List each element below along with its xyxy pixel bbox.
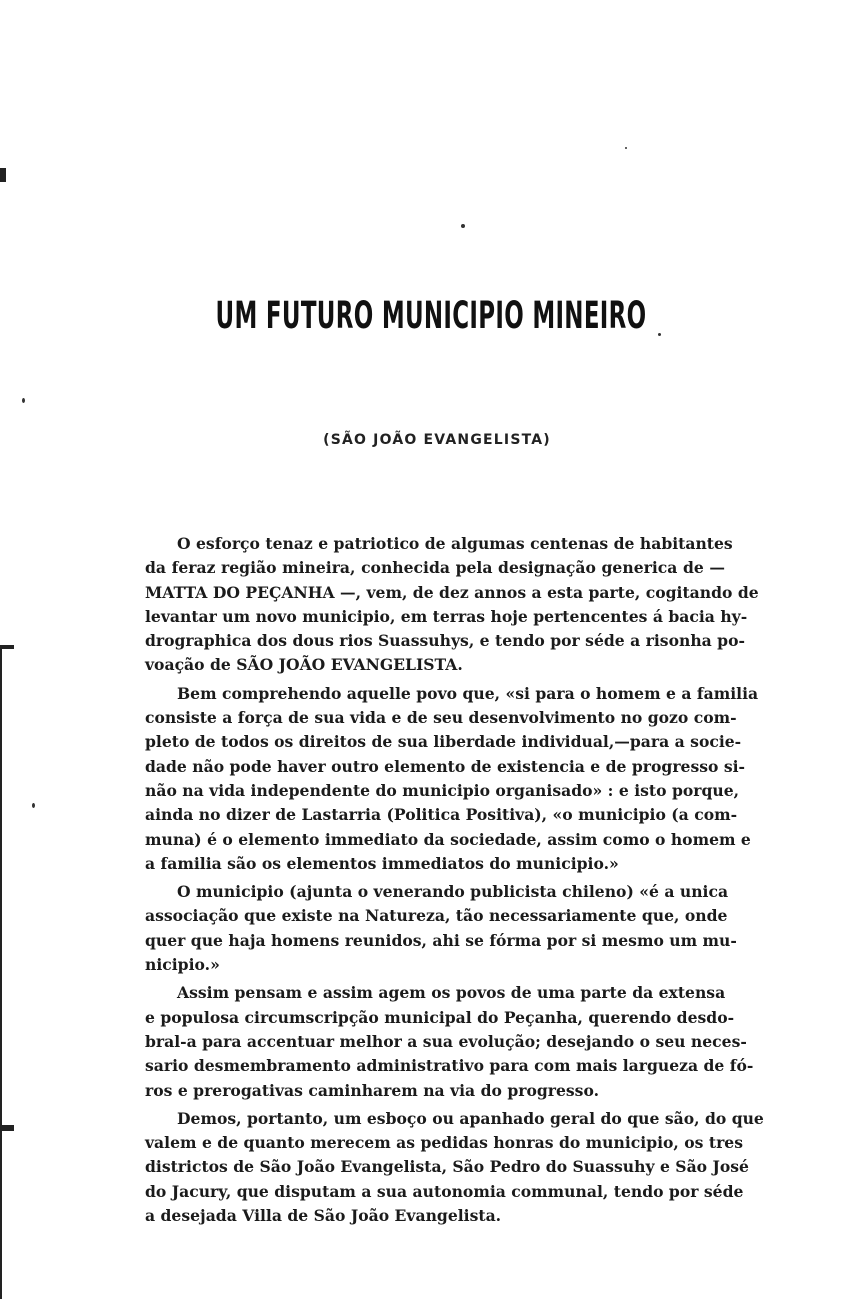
- paragraph: [145, 880, 737, 977]
- paragraph: [145, 532, 759, 678]
- paragraph: [145, 1107, 764, 1228]
- scan-edge-mark: [0, 649, 2, 1129]
- text-line: sario desmembramento administrativo para com mais largueza de fó-: [145, 1056, 754, 1076]
- text-line: ainda no dizer de Lastarria (Politica Positiva), «o municipio (a com-: [145, 805, 738, 825]
- text-line: não na vida independente do municipio organisado» : e isto porque,: [145, 780, 740, 800]
- text-line: a familia são os elementos immediatos do municipio.»: [145, 853, 619, 873]
- text-line: Bem comprehendo aquelle povo que, «si para o homem e a familia: [177, 683, 759, 703]
- page-title: UM FUTURO MUNICIPIO MINEIRO: [215, 294, 647, 337]
- scan-edge-mark: [0, 1125, 14, 1131]
- text-line: O esforço tenaz e patriotico de algumas centenas de habitantes: [177, 534, 733, 553]
- text-line: muna) é o elemento immediato da sociedade, assim como o homem e: [145, 829, 751, 849]
- text-line: do Jacury, que disputam a sua autonomia communal, tendo por séde: [145, 1181, 744, 1201]
- text-line: O municipio (ajunta o venerando publicista chileno) «é a unica: [177, 882, 729, 902]
- text-line: levantar um novo municipio, em terras hoje pertencentes á bacia hy-: [145, 606, 748, 626]
- text-line: Demos, portanto, um esboço ou apanhado geral do que são, do que: [177, 1108, 764, 1128]
- text-line: quer que haja homens reunidos, ahi se fórma por si mesmo um mu-: [145, 930, 737, 950]
- text-line: pleto de todos os direitos de sua liberdade individual,—para a socie-: [145, 732, 742, 752]
- article-body: [145, 532, 764, 1228]
- text-line: da feraz região mineira, conhecida pela designação generica de —: [145, 558, 725, 578]
- paragraph: [145, 981, 754, 1102]
- text-line: districtos de São João Evangelista, São Pedro do Suassuhy e São José: [145, 1157, 749, 1177]
- text-line: a desejada Villa de São João Evangelista.: [145, 1206, 502, 1226]
- text-line: valem e de quanto merecem as pedidas honras do municipio, os tres: [145, 1133, 744, 1153]
- text-line: drographica dos dous rios Suassuhys, e tendo por séde a risonha po-: [145, 631, 745, 651]
- text-line: consiste a força de sua vida e de seu desenvolvimento no gozo com-: [145, 708, 737, 728]
- text-line: e populosa circumscripção municipal do Peçanha, querendo desdo-: [145, 1007, 735, 1027]
- text-line: nicipio.»: [145, 955, 220, 975]
- text-line: bral-a para accentuar melhor a sua evolução; desejando o seu neces-: [145, 1031, 747, 1051]
- text-line: MATTA DO PEÇANHA —, vem, de dez annos a esta parte, cogitando de: [145, 582, 759, 602]
- page-subtitle: (SÃO JOÃO EVANGELISTA): [323, 432, 551, 448]
- scan-speck: [625, 147, 627, 149]
- text-line: Assim pensam e assim agem os povos de uma parte da extensa: [177, 983, 726, 1003]
- scan-edge-mark: [0, 168, 6, 182]
- text-line: voação de SÃO JOÃO EVANGELISTA.: [145, 655, 463, 675]
- text-line: dade não pode haver outro elemento de existencia e de progresso si-: [145, 756, 746, 776]
- paragraph: [145, 682, 759, 876]
- scan-speck: [32, 803, 35, 808]
- scan-speck: [22, 398, 25, 403]
- scan-edge-mark: [0, 645, 14, 649]
- text-line: associação que existe na Natureza, tão necessariamente que, onde: [145, 906, 728, 926]
- scan-edge-mark: [0, 1131, 2, 1299]
- text-line: ros e prerogativas caminharem na via do progresso.: [145, 1080, 600, 1100]
- scan-speck: [461, 224, 465, 228]
